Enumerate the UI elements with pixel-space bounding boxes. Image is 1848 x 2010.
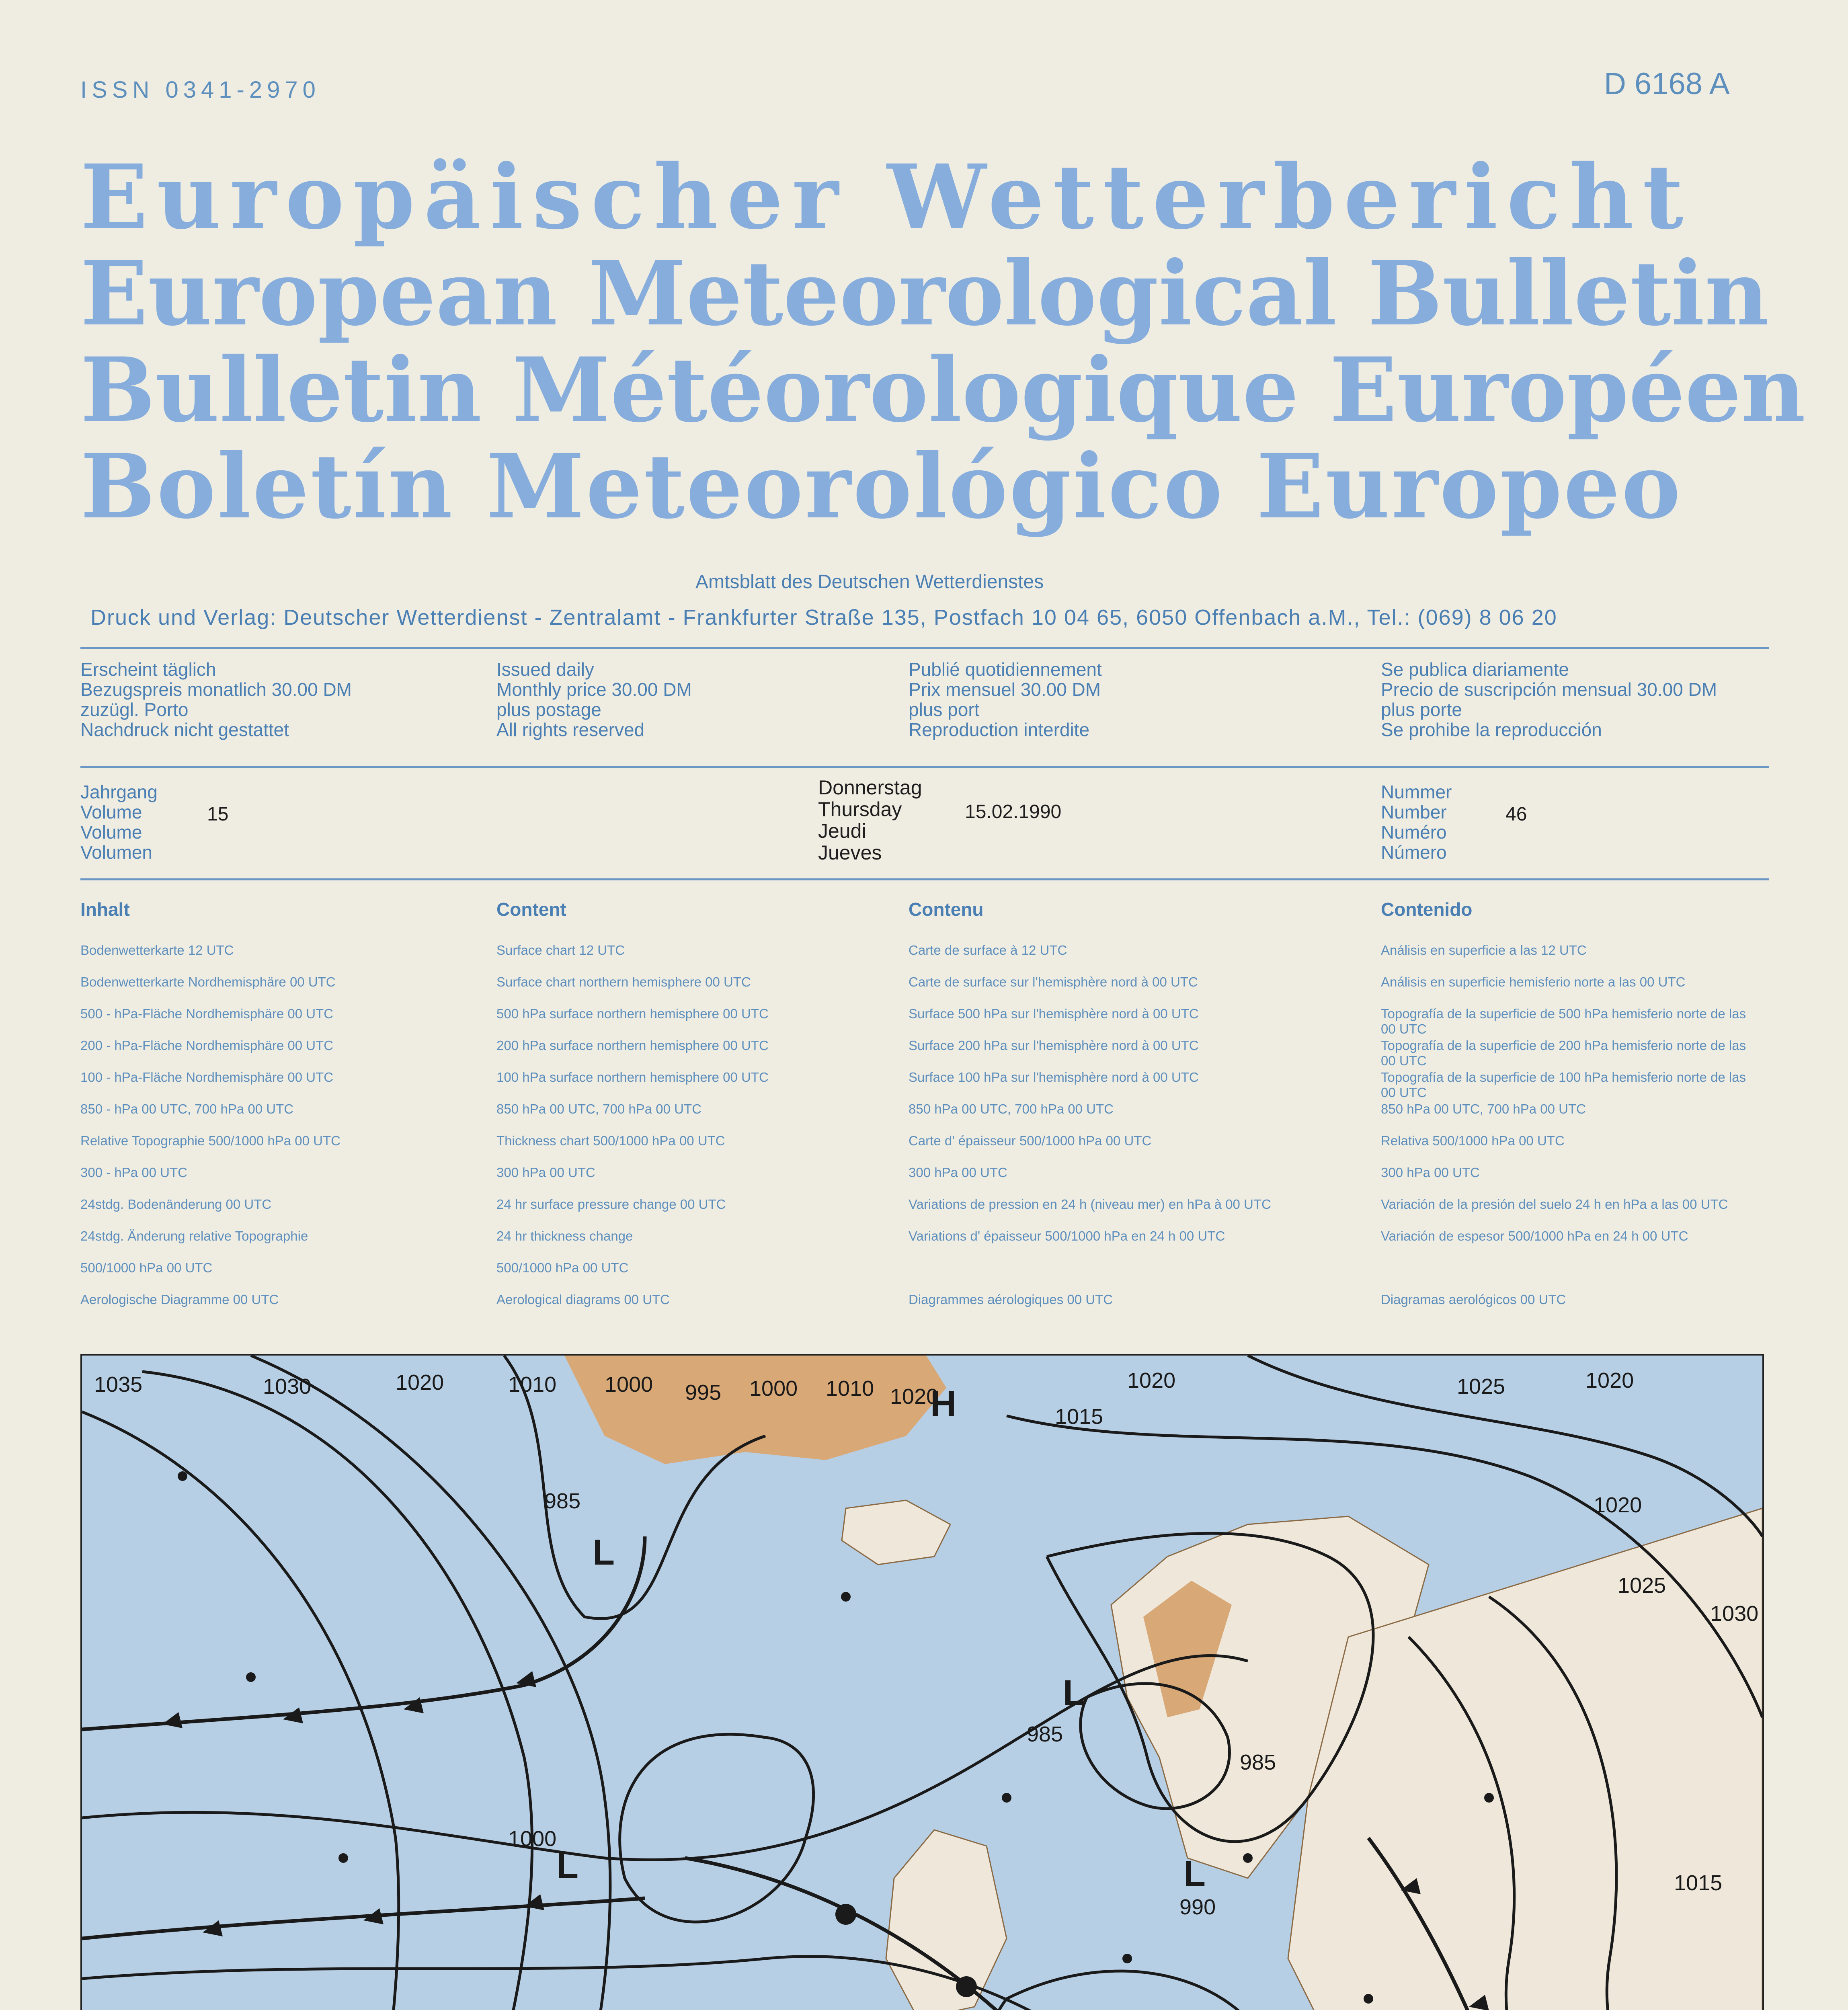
contents-item: Topografía de la superficie de 100 hPa hemisferio norte de las 00 UTC xyxy=(1381,1070,1746,1100)
document-number: D 6168 A xyxy=(1604,67,1730,101)
subscription-line: Erscheint täglich xyxy=(80,659,216,680)
contents-header-fr: Contenu xyxy=(909,899,984,920)
volume-label: Volume xyxy=(80,802,142,822)
contents-item xyxy=(909,1260,1351,1292)
low-center: L xyxy=(556,1846,578,1886)
contents-item: Surface 500 hPa sur l'hemisphère nord à 00 UTC xyxy=(909,1006,1199,1021)
contents-header-de: Inhalt xyxy=(80,899,130,920)
low-center: L xyxy=(1183,1854,1206,1894)
station-dot xyxy=(841,1592,851,1602)
number-label: Numéro xyxy=(1381,822,1447,843)
subscription-fr xyxy=(909,659,1102,740)
title-english: European Meteorological Bulletin xyxy=(80,241,1769,345)
contents-item: Surface 200 hPa sur l'hemisphère nord à 00 UTC xyxy=(909,1038,1199,1053)
volume-label: Volumen xyxy=(80,842,153,863)
isobar-label: 995 xyxy=(685,1380,722,1405)
contents-list-es xyxy=(1381,943,1763,1324)
subscription-line: Monthly price 30.00 DM xyxy=(496,679,692,700)
warm-front-semicircle xyxy=(835,1904,856,1925)
isobar-label: 1015 xyxy=(1674,1871,1723,1895)
volume-label: Jahrgang xyxy=(80,781,158,802)
subscription-line: Precio de suscripción mensual 30.00 DM xyxy=(1381,679,1717,700)
subscription-line: Se publica diariamente xyxy=(1381,659,1569,680)
station-dot xyxy=(1364,1994,1373,2004)
subscription-line: Publié quotidiennement xyxy=(909,659,1102,680)
contents-item: 24stdg. Bodenänderung 00 UTC xyxy=(80,1197,272,1212)
contents-item: Thickness chart 500/1000 hPa 00 UTC xyxy=(496,1133,725,1148)
issn-number: ISSN 0341-2970 xyxy=(80,77,320,103)
contents-item: Bodenwetterkarte Nordhemisphäre 00 UTC xyxy=(80,974,336,989)
isobar-label: 1030 xyxy=(1710,1602,1759,1626)
day-label: Jeudi xyxy=(818,820,866,842)
contents-item: Carte de surface à 12 UTC xyxy=(909,943,1067,958)
title-spanish: Boletín Meteorológico Europeo xyxy=(80,434,1682,538)
title-german: Europäischer Wetterbericht xyxy=(80,145,1692,249)
subscription-line: Se prohibe la reproducción xyxy=(1381,719,1602,740)
contents-item: 100 - hPa-Fläche Nordhemisphäre 00 UTC xyxy=(80,1070,334,1085)
subscription-es xyxy=(1381,659,1717,740)
isobar-label: 990 xyxy=(1179,1895,1216,1919)
publisher-line: Druck und Verlag: Deutscher Wetterdienst - Zentralamt - Frankfurter Straße 135, Postfach 10 04 65, 6050 Offenbach a.M., Tel.: (069) 8 06 20 xyxy=(90,605,1557,630)
isobar-label: 1010 xyxy=(508,1372,557,1397)
amtsblatt-line: Amtsblatt des Deutschen Wetterdienstes xyxy=(695,571,1044,593)
contents-item xyxy=(1381,1260,1763,1292)
contents-item: 100 hPa surface northern hemisphere 00 UTC xyxy=(496,1070,769,1085)
contents-item: 500 hPa surface northern hemisphere 00 UTC xyxy=(496,1006,769,1021)
subscription-line: zuzügl. Porto xyxy=(80,699,189,720)
isobar-label: 1000 xyxy=(749,1376,798,1401)
day-label: Jueves xyxy=(818,841,882,864)
contents-item: Topografía de la superficie de 500 hPa hemisferio norte de las 00 UTC xyxy=(1381,1006,1746,1036)
subscription-line: All rights reserved xyxy=(496,719,645,740)
subscription-line: plus postage xyxy=(496,699,601,720)
volume-labels xyxy=(80,782,158,862)
issue-number: 46 xyxy=(1505,804,1527,825)
isobar-label: 1000 xyxy=(508,1827,557,1851)
number-label: Número xyxy=(1381,842,1447,863)
contents-item: 300 hPa 00 UTC xyxy=(496,1165,595,1180)
day-label: Thursday xyxy=(818,798,902,820)
contents-item: Aerological diagrams 00 UTC xyxy=(496,1292,670,1307)
contents-list-en xyxy=(496,943,769,1324)
volume-label: Volume xyxy=(80,822,142,843)
contents-item: 850 hPa 00 UTC, 700 hPa 00 UTC xyxy=(1381,1101,1586,1116)
low-center: L xyxy=(1063,1673,1085,1713)
isobar-label: 1020 xyxy=(1127,1368,1176,1393)
contents-item: Variations d' épaisseur 500/1000 hPa en 24 h 00 UTC xyxy=(909,1229,1225,1243)
contents-item: 24 hr surface pressure change 00 UTC xyxy=(496,1197,726,1212)
subscription-line: Issued daily xyxy=(496,659,594,680)
isobar-label: 985 xyxy=(544,1489,581,1513)
isobar-label: 985 xyxy=(1027,1722,1063,1746)
subscription-line: Prix mensuel 30.00 DM xyxy=(909,679,1101,700)
contents-item: 300 - hPa 00 UTC xyxy=(80,1165,187,1180)
contents-item: Variación de espesor 500/1000 hPa en 24 h 00 UTC xyxy=(1381,1229,1688,1243)
contents-item: Variations de pression en 24 h (niveau mer) en hPa à 00 UTC xyxy=(909,1197,1271,1212)
contents-item: Surface chart 12 UTC xyxy=(496,943,625,958)
isobar-label: 1015 xyxy=(1055,1405,1103,1429)
isobar-label: 1000 xyxy=(605,1372,653,1397)
low-center: L xyxy=(593,1532,615,1573)
subscription-line: Nachdruck nicht gestattet xyxy=(80,719,289,740)
day-label: Donnerstag xyxy=(818,776,922,799)
contents-item: Surface 100 hPa sur l'hemisphère nord à 00 UTC xyxy=(909,1070,1199,1085)
contents-item: Carte de surface sur l'hemisphère nord à 00 UTC xyxy=(909,974,1198,989)
isobar-label: 1020 xyxy=(396,1370,444,1395)
high-center: H xyxy=(930,1384,956,1424)
station-dot xyxy=(1243,1853,1253,1863)
station-dot xyxy=(1122,1954,1132,1963)
contents-header-es: Contenido xyxy=(1381,899,1473,920)
contents-item: 500 - hPa-Fläche Nordhemisphäre 00 UTC xyxy=(80,1006,334,1021)
contents-item: 850 - hPa 00 UTC, 700 hPa 00 UTC xyxy=(80,1101,294,1116)
subscription-de xyxy=(80,659,352,740)
contents-item: 300 hPa 00 UTC xyxy=(1381,1165,1480,1180)
subscription-line: Reproduction interdite xyxy=(909,719,1090,740)
contents-item: 24stdg. Änderung relative Topographie xyxy=(80,1229,308,1243)
isobar-label: 1020 xyxy=(890,1384,939,1409)
isobar-label: 1035 xyxy=(94,1372,143,1397)
contents-item: 300 hPa 00 UTC xyxy=(909,1165,1007,1180)
contents-item: 850 hPa 00 UTC, 700 hPa 00 UTC xyxy=(909,1101,1114,1116)
contents-item: 200 - hPa-Fläche Nordhemisphäre 00 UTC xyxy=(80,1038,334,1053)
title-french: Bulletin Météorologique Européen xyxy=(80,338,1806,442)
isobar-label: 1025 xyxy=(1618,1573,1666,1598)
station-dot xyxy=(1002,1793,1011,1803)
isobar-label: 985 xyxy=(1240,1750,1276,1774)
contents-item: 24 hr thickness change xyxy=(496,1229,633,1243)
contents-item: Diagrammes aérologiques 00 UTC xyxy=(909,1292,1113,1307)
number-labels xyxy=(1381,782,1452,862)
subscription-line: plus port xyxy=(909,699,980,720)
isobar-label: 1020 xyxy=(1594,1493,1642,1517)
station-dot xyxy=(338,1853,348,1863)
number-label: Number xyxy=(1381,802,1447,822)
subscription-en xyxy=(496,659,692,740)
day-labels xyxy=(818,777,922,863)
surface-weather-map xyxy=(80,1354,1764,2010)
issue-date: 15.02.1990 xyxy=(965,801,1062,822)
contents-item: Carte d' épaisseur 500/1000 hPa 00 UTC xyxy=(909,1133,1152,1148)
volume-value: 15 xyxy=(207,804,229,825)
contents-item: Relative Topographie 500/1000 hPa 00 UTC xyxy=(80,1133,340,1148)
subscription-line: plus porte xyxy=(1381,699,1462,720)
contents-item: Aerologische Diagramme 00 UTC xyxy=(80,1292,279,1307)
number-label: Nummer xyxy=(1381,781,1452,802)
subscription-line: Bezugspreis monatlich 30.00 DM xyxy=(80,679,352,700)
station-dot xyxy=(1484,1793,1494,1803)
contents-list-de xyxy=(80,943,340,1324)
contents-item: Relativa 500/1000 hPa 00 UTC xyxy=(1381,1133,1565,1148)
contents-item: Topografía de la superficie de 200 hPa hemisferio norte de las 00 UTC xyxy=(1381,1038,1746,1068)
contents-item: Bodenwetterkarte 12 UTC xyxy=(80,943,234,958)
contents-item: Diagramas aerológicos 00 UTC xyxy=(1381,1292,1566,1307)
contents-list-fr xyxy=(909,943,1351,1324)
contents-header-en: Content xyxy=(496,899,566,920)
warm-front-semicircle xyxy=(956,1976,977,1997)
divider xyxy=(80,766,1769,768)
contents-item: Surface chart northern hemisphere 00 UTC xyxy=(496,974,751,989)
contents-item: 200 hPa surface northern hemisphere 00 UTC xyxy=(496,1038,769,1053)
contents-item: 850 hPa 00 UTC, 700 hPa 00 UTC xyxy=(496,1101,701,1116)
isobar-label: 1025 xyxy=(1457,1374,1505,1399)
contents-item: 500/1000 hPa 00 UTC xyxy=(496,1260,629,1275)
contents-item: Análisis en superficie hemisferio norte a las 00 UTC xyxy=(1381,974,1686,989)
divider xyxy=(80,647,1769,649)
isobar-label: 1030 xyxy=(263,1374,312,1399)
station-dot xyxy=(178,1471,187,1481)
contents-item: 500/1000 hPa 00 UTC xyxy=(80,1260,213,1275)
isobar-label: 1010 xyxy=(826,1376,874,1401)
divider xyxy=(80,878,1769,880)
station-dot xyxy=(246,1672,256,1682)
contents-item: Variación de la presión del suelo 24 h en hPa a las 00 UTC xyxy=(1381,1197,1728,1212)
contents-item: Análisis en superficie a las 12 UTC xyxy=(1381,943,1587,958)
isobar-label: 1020 xyxy=(1585,1368,1634,1393)
map-svg xyxy=(82,1356,1762,2010)
